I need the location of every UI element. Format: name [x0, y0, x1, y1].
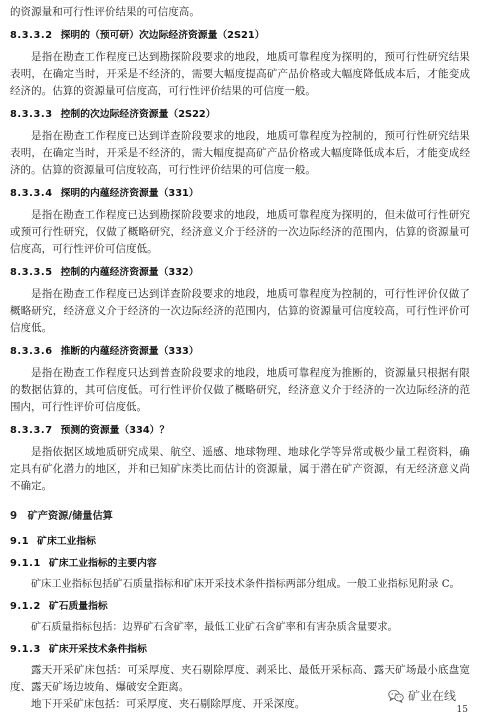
section-heading-8-3-3-2: [10, 28, 470, 44]
section-body-9-1-2: 矿石质量指标包括：边界矿石含矿率，最低工业矿石含矿率和有害杂质含量要求。: [31, 622, 398, 633]
section-title: 预测的资源量（334）？: [60, 425, 170, 436]
section-title: 矿石质量指标: [48, 601, 108, 612]
section-body-8-3-3-3: 是指在勘查工作程度已达到详查阶段要求的地段，地质可靠程度为控制的，预可行性研究结果表明，在确定当时，开采是不经济的，需大幅度提高矿产品价格或大幅度降低成本后，才能变成经济的。估算的资源量可信度较高，可行性评价结果的可信度一般。: [10, 130, 470, 176]
section-number: 9.1.3: [10, 644, 41, 655]
section-title: 矿床工业指标: [37, 536, 96, 547]
watermark: [386, 687, 458, 704]
section-number: 9.1.2: [10, 601, 41, 612]
wechat-icon: [388, 689, 404, 703]
section-title: 矿床工业指标的主要内容: [48, 558, 157, 569]
section-body-8-3-3-6: 是指在勘查工作程度只达到普查阶段要求的地段，地质可靠程度为推断的，资源量只根据有限的数据估算的，其可信度低。可行性评价仅做了概略研究，经济意义介于经济的一次边际经济的范围内，可行性评价可信度低。: [10, 367, 470, 413]
chapter-title: 矿产资源/储量估算: [27, 511, 113, 522]
section-heading-8-3-3-6: [10, 344, 470, 360]
section-heading-9-1-3: [10, 642, 470, 658]
section-title: 控制的次边际经济资源量（2S22）: [60, 109, 216, 120]
section-body-9-1-3-open-pit: 露天开采矿床包括：可采厚度、夹石剔除厚度、剥采比、最低开采标高、露天矿场最小底盘宽度、露天矿场边坡角、爆破安全距离。: [10, 664, 470, 693]
section-body-8-3-3-2: 是指在勘查工作程度已达到勘探阶段要求的地段，地质可靠程度为探明的，预可行性研究结果表明，在确定当时，开采是不经济的，需要大幅度提高矿产品价格或大幅度降低成本后，才能变成经济的。估算的资源量可信度高，可行性评价结果的可信度一般。: [10, 51, 470, 97]
chapter-number: 9: [10, 511, 18, 522]
section-heading-9-1-2: [10, 599, 470, 615]
section-number: 8.3.3.6: [10, 346, 53, 357]
section-number: 9.1: [10, 536, 30, 547]
section-number: 8.3.3.7: [10, 425, 53, 436]
section-body-8-3-3-7: 是指依据区域地质研究成果、航空、遥感、地球物理、地球化学等异常或极少量工程资料，确定具有矿化潜力的地区，并和已知矿床类比而估计的资源量，属于潜在矿产资源，有无经济意义尚不确定。: [10, 446, 470, 492]
section-number: 8.3.3.3: [10, 109, 53, 120]
section-title: 推断的内蕴经济资源量（333）: [60, 346, 199, 357]
section-number: 9.1.1: [10, 558, 41, 569]
section-number: 8.3.3.4: [10, 188, 53, 199]
section-heading-8-3-3-4: [10, 186, 470, 202]
section-number: 8.3.3.2: [10, 30, 53, 41]
continued-paragraph: 的资源量和可行性评价结果的可信度高。: [10, 6, 200, 18]
section-title: 探明的内蕴经济资源量（331）: [60, 188, 199, 199]
watermark-text: 矿业在线: [407, 689, 456, 703]
section-number: 8.3.3.5: [10, 267, 53, 278]
section-title: 控制的内蕴经济资源量（332）: [60, 267, 199, 278]
section-body-9-1-1: 矿床工业指标包括矿石质量指标和矿床开采技术条件指标两部分组成。一般工业指标见附录 C。: [31, 579, 460, 590]
page-number: 15: [456, 705, 468, 715]
section-heading-8-3-3-3: [10, 107, 470, 123]
section-heading-9-1: [10, 534, 470, 550]
section-heading-9-1-1: [10, 556, 470, 572]
section-title: 探明的（预可研）次边际经济资源量（2S21）: [60, 30, 265, 41]
chapter-heading: [10, 507, 470, 522]
section-body-8-3-3-5: 是指在勘查工作程度已达到详查阶段要求的地段，地质可靠程度为控制的，可行性评价仅做了概略研究，经济意义介于经济的一次边际经济的范围内，估算的资源量可信度较高，可行性评价可信度低。: [10, 288, 470, 334]
section-title: 矿床开采技术条件指标: [48, 644, 147, 655]
section-heading-8-3-3-5: [10, 265, 470, 281]
section-body-9-1-3-underground: 地下开采矿床包括：可采厚度、夹石剔除厚度、开采深度。: [31, 698, 306, 710]
section-body-8-3-3-4: 是指在勘查工作程度已达到勘探阶段要求的地段，地质可靠程度为探明的，但未做可行性研究或预可行性研究，仅做了概略研究，经济意义介于经济的一次边际经济的范围内，估算的资源量可信度高，可行性评价可信度低。: [10, 209, 470, 255]
section-heading-8-3-3-7: [10, 423, 470, 439]
